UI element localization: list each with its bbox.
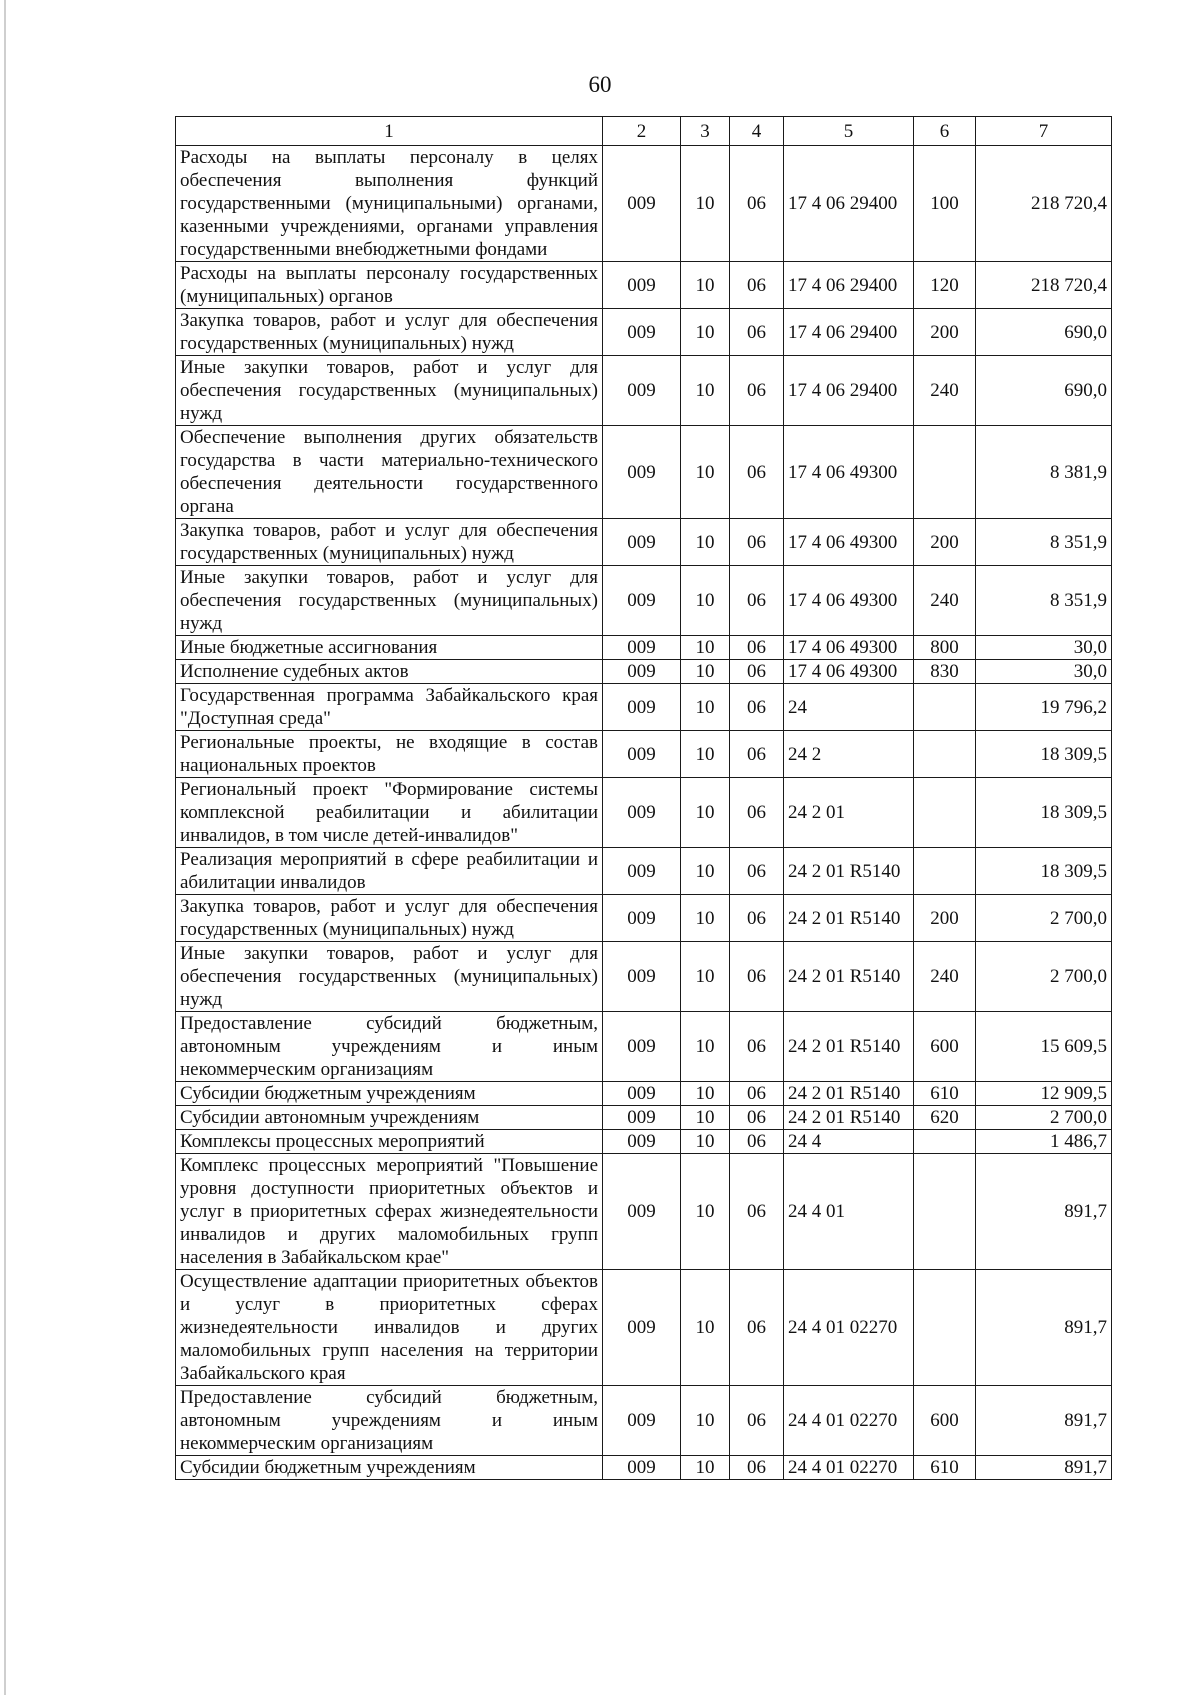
cell-expense-name: Иные закупки товаров, работ и услуг для обеспечения государственных (муниципальных) нужд <box>176 566 603 636</box>
cell-target-article: 24 4 01 <box>784 1154 914 1270</box>
cell-expense-name: Субсидии автономным учреждениям <box>176 1106 603 1130</box>
column-header: 1 <box>176 117 603 146</box>
cell-target-article: 24 2 01 R5140 <box>784 1012 914 1082</box>
cell-admin-code: 009 <box>603 356 681 426</box>
cell-expense-name: Комплекс процессных мероприятий "Повышение уровня доступности приоритетных объектов и услуг в приоритетных сферах жизнедеятельности инвалидов и других маломобильных групп населения в Забайкальском крае" <box>176 1154 603 1270</box>
cell-expense-type: 240 <box>914 356 976 426</box>
cell-subsection: 06 <box>730 778 784 848</box>
cell-expense-name: Иные закупки товаров, работ и услуг для обеспечения государственных (муниципальных) нужд <box>176 942 603 1012</box>
cell-section: 10 <box>681 1270 730 1386</box>
cell-expense-type: 240 <box>914 566 976 636</box>
cell-subsection: 06 <box>730 636 784 660</box>
cell-target-article: 17 4 06 29400 <box>784 309 914 356</box>
cell-expense-type <box>914 684 976 731</box>
cell-amount: 891,7 <box>976 1154 1112 1270</box>
cell-subsection: 06 <box>730 848 784 895</box>
cell-section: 10 <box>681 731 730 778</box>
table-row <box>176 636 1112 660</box>
cell-expense-name: Иные бюджетные ассигнования <box>176 636 603 660</box>
cell-target-article: 17 4 06 49300 <box>784 566 914 636</box>
cell-expense-type: 200 <box>914 309 976 356</box>
cell-expense-name: Комплексы процессных мероприятий <box>176 1130 603 1154</box>
cell-target-article: 17 4 06 49300 <box>784 636 914 660</box>
cell-section: 10 <box>681 1386 730 1456</box>
cell-target-article: 24 2 01 R5140 <box>784 848 914 895</box>
table-row <box>176 895 1112 942</box>
cell-expense-type: 240 <box>914 942 976 1012</box>
cell-section: 10 <box>681 356 730 426</box>
cell-expense-name: Государственная программа Забайкальского края "Доступная среда" <box>176 684 603 731</box>
cell-admin-code: 009 <box>603 1386 681 1456</box>
cell-expense-type: 800 <box>914 636 976 660</box>
cell-amount: 891,7 <box>976 1456 1112 1480</box>
cell-admin-code: 009 <box>603 1082 681 1106</box>
cell-section: 10 <box>681 636 730 660</box>
cell-expense-type: 120 <box>914 262 976 309</box>
cell-expense-name: Обеспечение выполнения других обязательств государства в части материально-технического обеспечения деятельности государственного органа <box>176 426 603 519</box>
cell-expense-type <box>914 1154 976 1270</box>
cell-section: 10 <box>681 426 730 519</box>
cell-subsection: 06 <box>730 1106 784 1130</box>
cell-expense-type <box>914 1130 976 1154</box>
cell-expense-name: Исполнение судебных актов <box>176 660 603 684</box>
page-number: 60 <box>588 72 612 97</box>
cell-section: 10 <box>681 566 730 636</box>
cell-target-article: 17 4 06 29400 <box>784 146 914 262</box>
cell-target-article: 24 2 01 R5140 <box>784 1106 914 1130</box>
cell-expense-type <box>914 1270 976 1386</box>
cell-expense-type: 830 <box>914 660 976 684</box>
table-row <box>176 566 1112 636</box>
cell-target-article: 24 4 <box>784 1130 914 1154</box>
cell-expense-name: Закупка товаров, работ и услуг для обеспечения государственных (муниципальных) нужд <box>176 895 603 942</box>
cell-section: 10 <box>681 1012 730 1082</box>
column-header: 4 <box>730 117 784 146</box>
table-row <box>176 731 1112 778</box>
cell-subsection: 06 <box>730 1386 784 1456</box>
cell-expense-name: Закупка товаров, работ и услуг для обеспечения государственных (муниципальных) нужд <box>176 309 603 356</box>
cell-expense-name: Субсидии бюджетным учреждениям <box>176 1456 603 1480</box>
cell-expense-type: 600 <box>914 1012 976 1082</box>
cell-admin-code: 009 <box>603 1012 681 1082</box>
column-header: 2 <box>603 117 681 146</box>
cell-expense-name: Региональные проекты, не входящие в состав национальных проектов <box>176 731 603 778</box>
cell-expense-name: Региональный проект "Формирование системы комплексной реабилитации и абилитации инвалидов, в том числе детей-инвалидов" <box>176 778 603 848</box>
cell-admin-code: 009 <box>603 566 681 636</box>
cell-admin-code: 009 <box>603 731 681 778</box>
column-header: 3 <box>681 117 730 146</box>
cell-section: 10 <box>681 1130 730 1154</box>
cell-subsection: 06 <box>730 1270 784 1386</box>
cell-target-article: 24 4 01 02270 <box>784 1386 914 1456</box>
scan-edge-line <box>4 0 6 1695</box>
cell-amount: 891,7 <box>976 1386 1112 1456</box>
cell-expense-type <box>914 778 976 848</box>
cell-target-article: 24 <box>784 684 914 731</box>
cell-amount: 12 909,5 <box>976 1082 1112 1106</box>
cell-admin-code: 009 <box>603 660 681 684</box>
cell-subsection: 06 <box>730 566 784 636</box>
cell-expense-type: 620 <box>914 1106 976 1130</box>
cell-subsection: 06 <box>730 519 784 566</box>
cell-target-article: 24 2 01 R5140 <box>784 1082 914 1106</box>
cell-expense-name: Закупка товаров, работ и услуг для обеспечения государственных (муниципальных) нужд <box>176 519 603 566</box>
cell-admin-code: 009 <box>603 684 681 731</box>
table-row <box>176 1082 1112 1106</box>
table-row <box>176 1130 1112 1154</box>
cell-section: 10 <box>681 895 730 942</box>
cell-target-article: 24 4 01 02270 <box>784 1456 914 1480</box>
cell-expense-name: Расходы на выплаты персоналу государственных (муниципальных) органов <box>176 262 603 309</box>
table-row <box>176 1456 1112 1480</box>
cell-subsection: 06 <box>730 1130 784 1154</box>
cell-subsection: 06 <box>730 660 784 684</box>
cell-subsection: 06 <box>730 426 784 519</box>
table-header-row <box>176 117 1112 146</box>
cell-amount: 18 309,5 <box>976 778 1112 848</box>
cell-amount: 2 700,0 <box>976 1106 1112 1130</box>
cell-expense-name: Иные закупки товаров, работ и услуг для обеспечения государственных (муниципальных) нужд <box>176 356 603 426</box>
cell-expense-name: Осуществление адаптации приоритетных объектов и услуг в приоритетных сферах жизнедеятельности инвалидов и других маломобильных групп населения на территории Забайкальского края <box>176 1270 603 1386</box>
cell-section: 10 <box>681 1456 730 1480</box>
table-row <box>176 778 1112 848</box>
table-row <box>176 684 1112 731</box>
cell-admin-code: 009 <box>603 942 681 1012</box>
cell-amount: 15 609,5 <box>976 1012 1112 1082</box>
table-row <box>176 356 1112 426</box>
cell-expense-type: 610 <box>914 1082 976 1106</box>
cell-amount: 8 351,9 <box>976 566 1112 636</box>
cell-amount: 218 720,4 <box>976 146 1112 262</box>
cell-target-article: 24 4 01 02270 <box>784 1270 914 1386</box>
cell-section: 10 <box>681 942 730 1012</box>
cell-expense-type <box>914 426 976 519</box>
cell-expense-name: Предоставление субсидий бюджетным, автономным учреждениям и иным некоммерческим организациям <box>176 1012 603 1082</box>
cell-subsection: 06 <box>730 309 784 356</box>
cell-amount: 2 700,0 <box>976 942 1112 1012</box>
cell-subsection: 06 <box>730 356 784 426</box>
table-row <box>176 1012 1112 1082</box>
cell-expense-name: Предоставление субсидий бюджетным, автономным учреждениям и иным некоммерческим организациям <box>176 1386 603 1456</box>
cell-expense-name: Субсидии бюджетным учреждениям <box>176 1082 603 1106</box>
cell-target-article: 24 2 01 <box>784 778 914 848</box>
cell-amount: 690,0 <box>976 309 1112 356</box>
cell-admin-code: 009 <box>603 1130 681 1154</box>
cell-admin-code: 009 <box>603 426 681 519</box>
cell-expense-type: 610 <box>914 1456 976 1480</box>
cell-target-article: 17 4 06 49300 <box>784 519 914 566</box>
cell-subsection: 06 <box>730 1456 784 1480</box>
cell-admin-code: 009 <box>603 848 681 895</box>
cell-amount: 891,7 <box>976 1270 1112 1386</box>
cell-section: 10 <box>681 262 730 309</box>
cell-expense-name: Реализация мероприятий в сфере реабилитации и абилитации инвалидов <box>176 848 603 895</box>
table-row <box>176 1154 1112 1270</box>
table-row <box>176 309 1112 356</box>
cell-target-article: 17 4 06 49300 <box>784 426 914 519</box>
cell-section: 10 <box>681 660 730 684</box>
cell-admin-code: 009 <box>603 146 681 262</box>
cell-amount: 690,0 <box>976 356 1112 426</box>
cell-target-article: 24 2 01 R5140 <box>784 942 914 1012</box>
table-row <box>176 262 1112 309</box>
cell-target-article: 17 4 06 29400 <box>784 356 914 426</box>
cell-amount: 218 720,4 <box>976 262 1112 309</box>
cell-admin-code: 009 <box>603 1270 681 1386</box>
table-row <box>176 146 1112 262</box>
cell-subsection: 06 <box>730 731 784 778</box>
cell-expense-type <box>914 848 976 895</box>
cell-amount: 18 309,5 <box>976 848 1112 895</box>
cell-target-article: 17 4 06 49300 <box>784 660 914 684</box>
cell-subsection: 06 <box>730 942 784 1012</box>
cell-subsection: 06 <box>730 262 784 309</box>
table-row <box>176 942 1112 1012</box>
cell-expense-type <box>914 731 976 778</box>
cell-admin-code: 009 <box>603 636 681 660</box>
table-row <box>176 1106 1112 1130</box>
column-header: 5 <box>784 117 914 146</box>
cell-amount: 30,0 <box>976 660 1112 684</box>
table-row <box>176 1386 1112 1456</box>
cell-section: 10 <box>681 778 730 848</box>
cell-admin-code: 009 <box>603 778 681 848</box>
table-row <box>176 848 1112 895</box>
cell-section: 10 <box>681 146 730 262</box>
cell-expense-name: Расходы на выплаты персоналу в целях обеспечения выполнения функций государственными (муниципальными) органами, казенными учреждениями, органами управления государственными внебюджетными фондами <box>176 146 603 262</box>
cell-admin-code: 009 <box>603 1456 681 1480</box>
cell-target-article: 24 2 <box>784 731 914 778</box>
cell-admin-code: 009 <box>603 1154 681 1270</box>
cell-target-article: 24 2 01 R5140 <box>784 895 914 942</box>
cell-expense-type: 200 <box>914 895 976 942</box>
cell-amount: 19 796,2 <box>976 684 1112 731</box>
cell-subsection: 06 <box>730 895 784 942</box>
cell-admin-code: 009 <box>603 519 681 566</box>
column-header: 7 <box>976 117 1112 146</box>
table-row <box>176 519 1112 566</box>
cell-section: 10 <box>681 519 730 566</box>
cell-amount: 2 700,0 <box>976 895 1112 942</box>
cell-amount: 8 351,9 <box>976 519 1112 566</box>
cell-admin-code: 009 <box>603 1106 681 1130</box>
cell-amount: 30,0 <box>976 636 1112 660</box>
cell-amount: 18 309,5 <box>976 731 1112 778</box>
column-header: 6 <box>914 117 976 146</box>
table-row <box>176 426 1112 519</box>
cell-subsection: 06 <box>730 1082 784 1106</box>
cell-section: 10 <box>681 1106 730 1130</box>
cell-subsection: 06 <box>730 146 784 262</box>
cell-expense-type: 600 <box>914 1386 976 1456</box>
table-row <box>176 1270 1112 1386</box>
cell-subsection: 06 <box>730 1154 784 1270</box>
cell-target-article: 17 4 06 29400 <box>784 262 914 309</box>
cell-section: 10 <box>681 848 730 895</box>
cell-amount: 8 381,9 <box>976 426 1112 519</box>
table-body <box>176 146 1112 1480</box>
budget-table <box>175 116 1112 1480</box>
cell-expense-type: 200 <box>914 519 976 566</box>
table-row <box>176 660 1112 684</box>
cell-admin-code: 009 <box>603 309 681 356</box>
cell-expense-type: 100 <box>914 146 976 262</box>
cell-section: 10 <box>681 684 730 731</box>
cell-admin-code: 009 <box>603 262 681 309</box>
cell-amount: 1 486,7 <box>976 1130 1112 1154</box>
cell-subsection: 06 <box>730 1012 784 1082</box>
cell-section: 10 <box>681 309 730 356</box>
cell-section: 10 <box>681 1082 730 1106</box>
cell-subsection: 06 <box>730 684 784 731</box>
cell-admin-code: 009 <box>603 895 681 942</box>
cell-section: 10 <box>681 1154 730 1270</box>
